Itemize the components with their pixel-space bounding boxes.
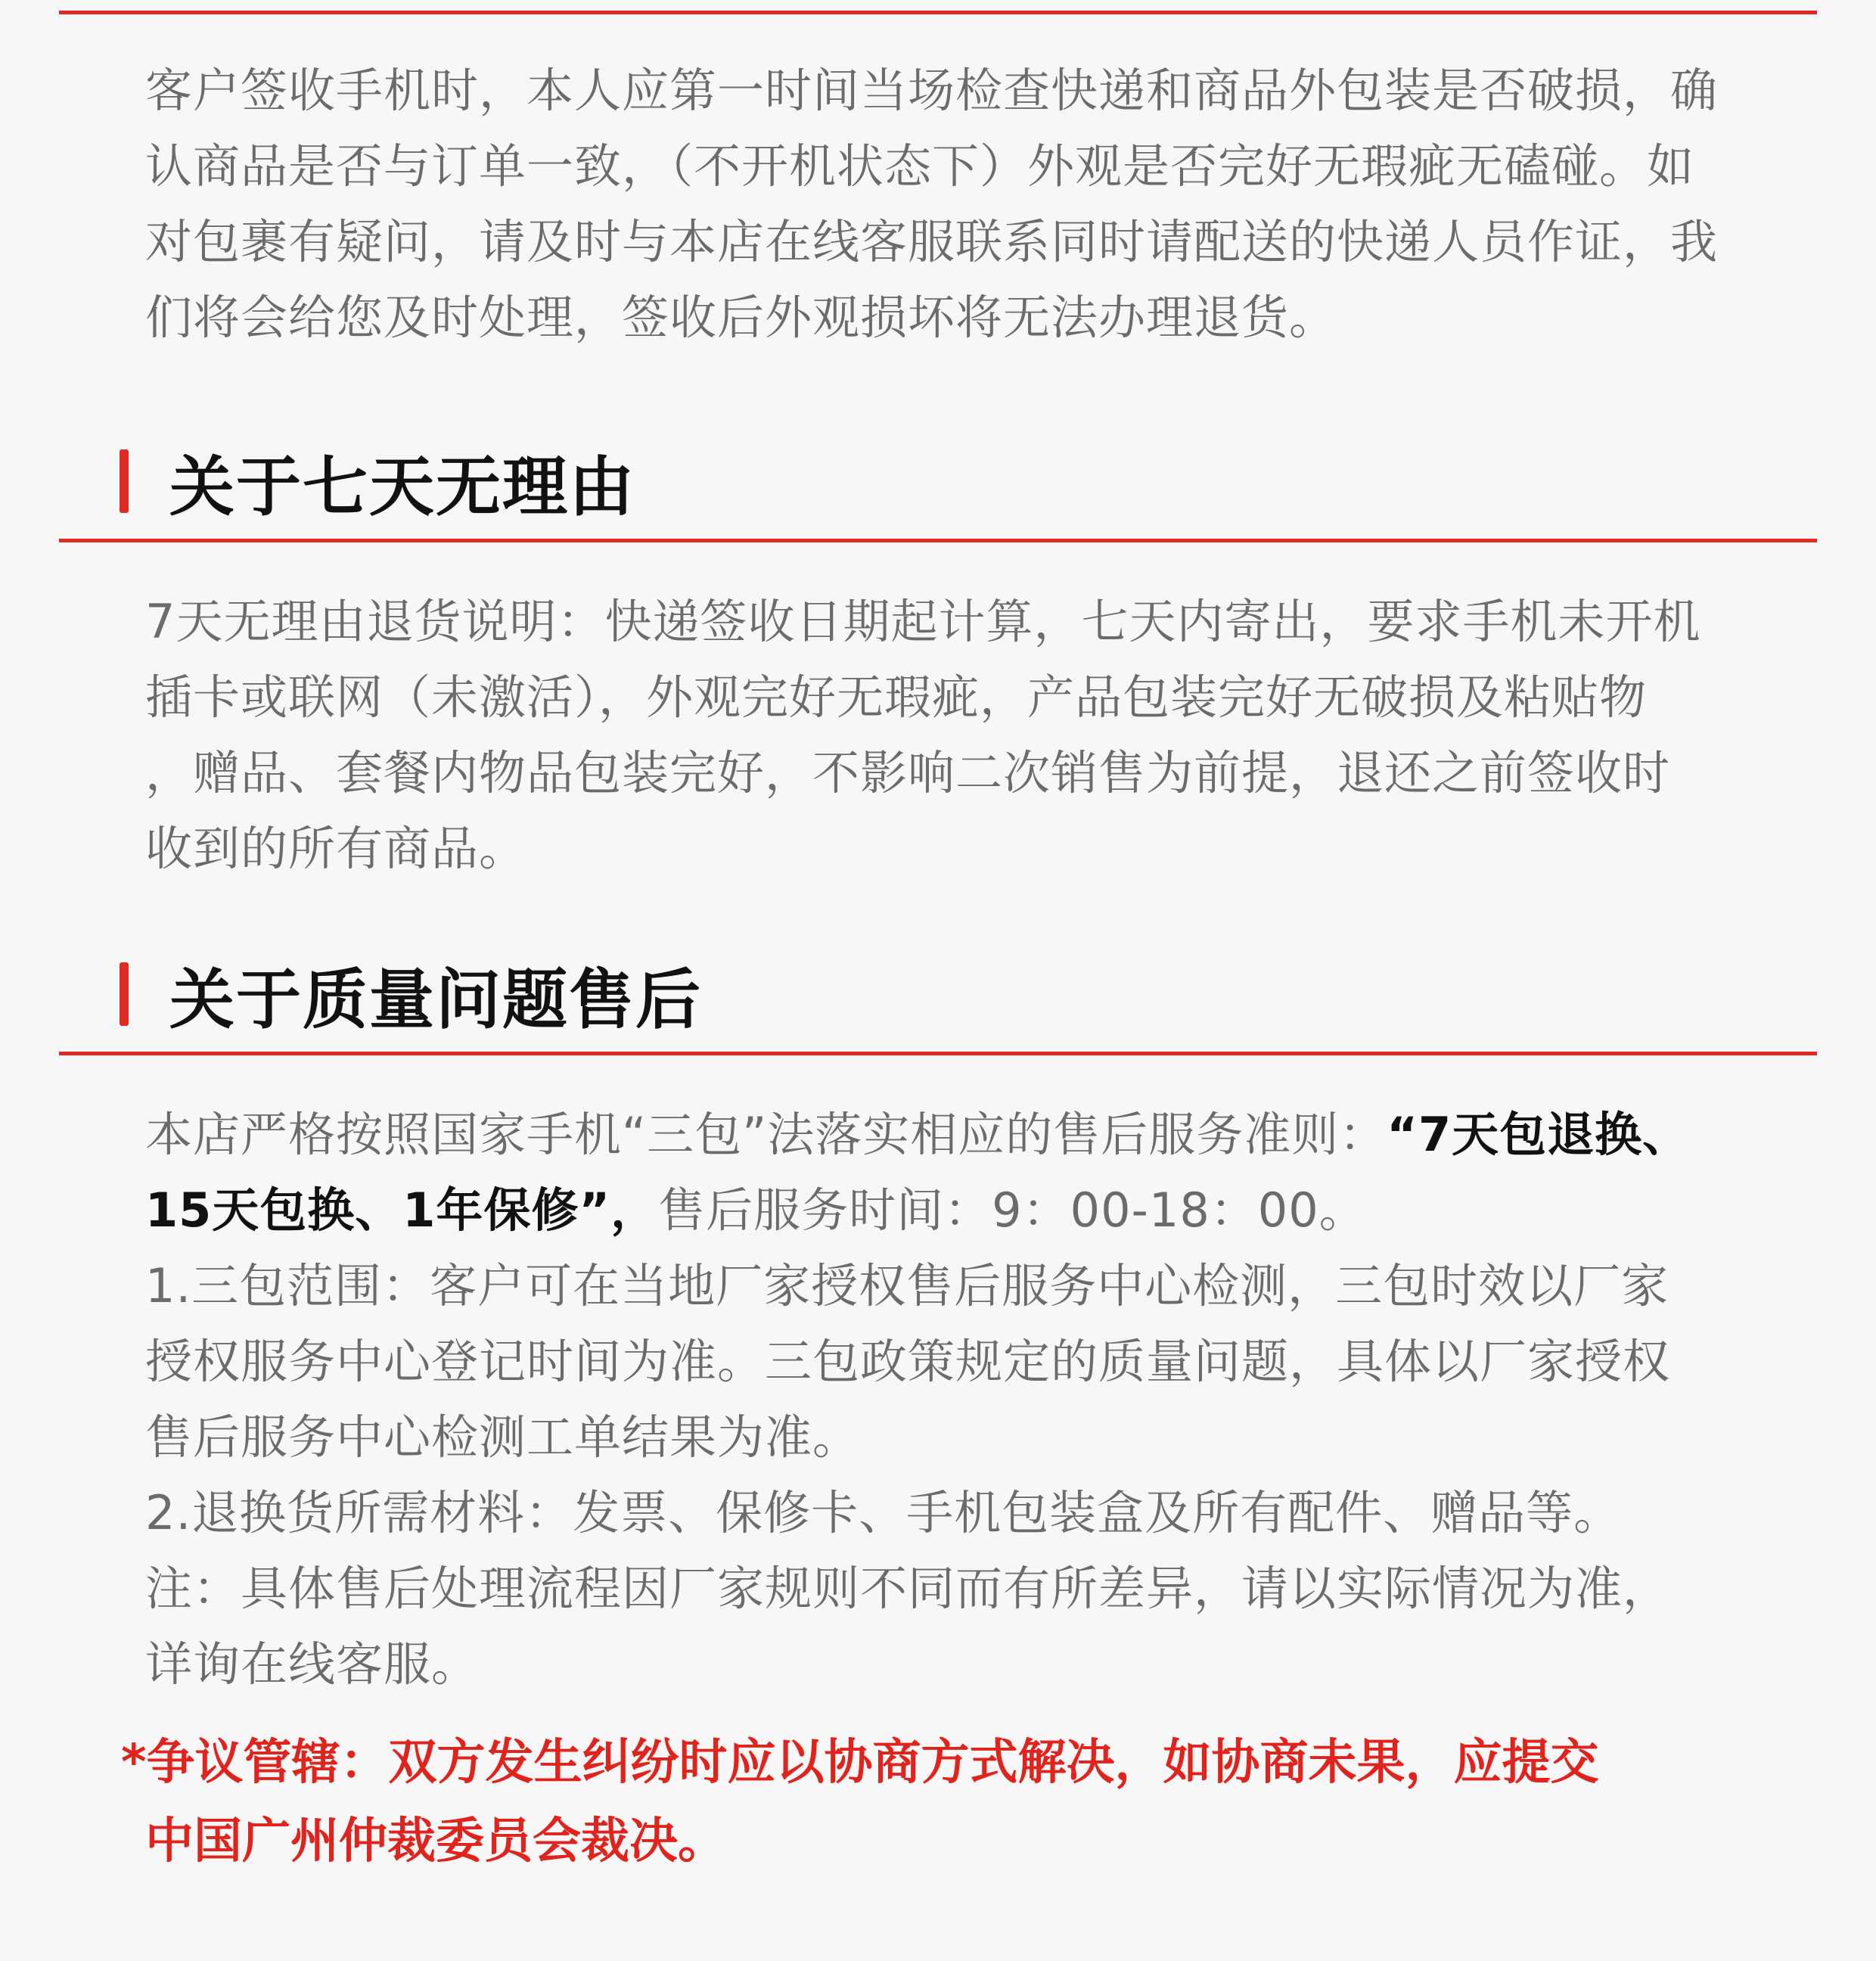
quality-line-text: 本店严格按照国家手机“三包”法落实相应的售后服务准则： xyxy=(145,1107,1387,1162)
heading-accent-bar xyxy=(120,449,129,513)
seven-day-line: 收到的所有商品。 xyxy=(145,821,527,876)
dispute-notice xyxy=(121,1723,1831,1881)
warranty-policy-highlight: “7天包退换、 xyxy=(1387,1107,1691,1162)
seven-day-line: 7天无理由退货说明：快递签收日期起计算，七天内寄出，要求手机未开机 xyxy=(145,594,1701,649)
section-title: 关于七天无理由 xyxy=(169,449,635,525)
divider-top xyxy=(59,11,1817,14)
intro-line: 对包裹有疑问，请及时与本店在线客服联系同时请配送的快递人员作证，我 xyxy=(145,214,1719,269)
quality-paragraph xyxy=(145,1097,1772,1702)
quality-line: 1.三包范围：客户可在当地厂家授权售后服务中心检测，三包时效以厂家 xyxy=(145,1258,1669,1313)
intro-line: 们将会给您及时处理，签收后外观损坏将无法办理退货。 xyxy=(145,290,1337,345)
quality-line: 详询在线客服。 xyxy=(145,1636,480,1692)
intro-paragraph xyxy=(145,53,1772,356)
section-heading-seven-day xyxy=(120,443,635,525)
section-title: 关于质量问题售后 xyxy=(169,962,702,1038)
quality-line xyxy=(145,1097,1772,1173)
divider-quality xyxy=(59,1052,1817,1055)
seven-day-paragraph xyxy=(145,584,1772,887)
quality-line: 注：具体售后处理流程因厂家规则不同而有所差异，请以实际情况为准， xyxy=(145,1561,1671,1616)
heading-accent-bar xyxy=(120,962,129,1026)
quality-line: 售后服务中心检测工单结果为准。 xyxy=(145,1409,861,1465)
quality-line: 2.退换货所需材料：发票、保修卡、手机包装盒及所有配件、赠品等。 xyxy=(145,1485,1622,1540)
warranty-policy-highlight: 15天包换、1年保修”， xyxy=(145,1183,659,1238)
quality-line: 授权服务中心登记时间为准。三包政策规定的质量问题，具体以厂家授权 xyxy=(145,1334,1671,1389)
intro-line: 客户签收手机时，本人应第一时间当场检查快递和商品外包装是否破损，确 xyxy=(145,63,1719,118)
service-hours-text: 售后服务时间：9：00-18：00。 xyxy=(658,1183,1367,1238)
divider-seven-day xyxy=(59,539,1817,542)
section-heading-quality xyxy=(120,956,702,1038)
seven-day-line: 插卡或联网（未激活），外观完好无瑕疵，产品包装完好无破损及粘贴物 xyxy=(145,670,1648,725)
dispute-line: *争议管辖：双方发生纠纷时应以协商方式解决，如协商未果，应提交 xyxy=(121,1735,1599,1791)
seven-day-line: ，赠品、套餐内物品包装完好，不影响二次销售为前提，退还之前签收时 xyxy=(145,745,1671,800)
dispute-line: 中国广州仲裁委员会裁决。 xyxy=(145,1813,726,1869)
intro-line: 认商品是否与订单一致，（不开机状态下）外观是否完好无瑕疵无磕碰。如 xyxy=(145,138,1695,194)
quality-line xyxy=(145,1173,1772,1248)
